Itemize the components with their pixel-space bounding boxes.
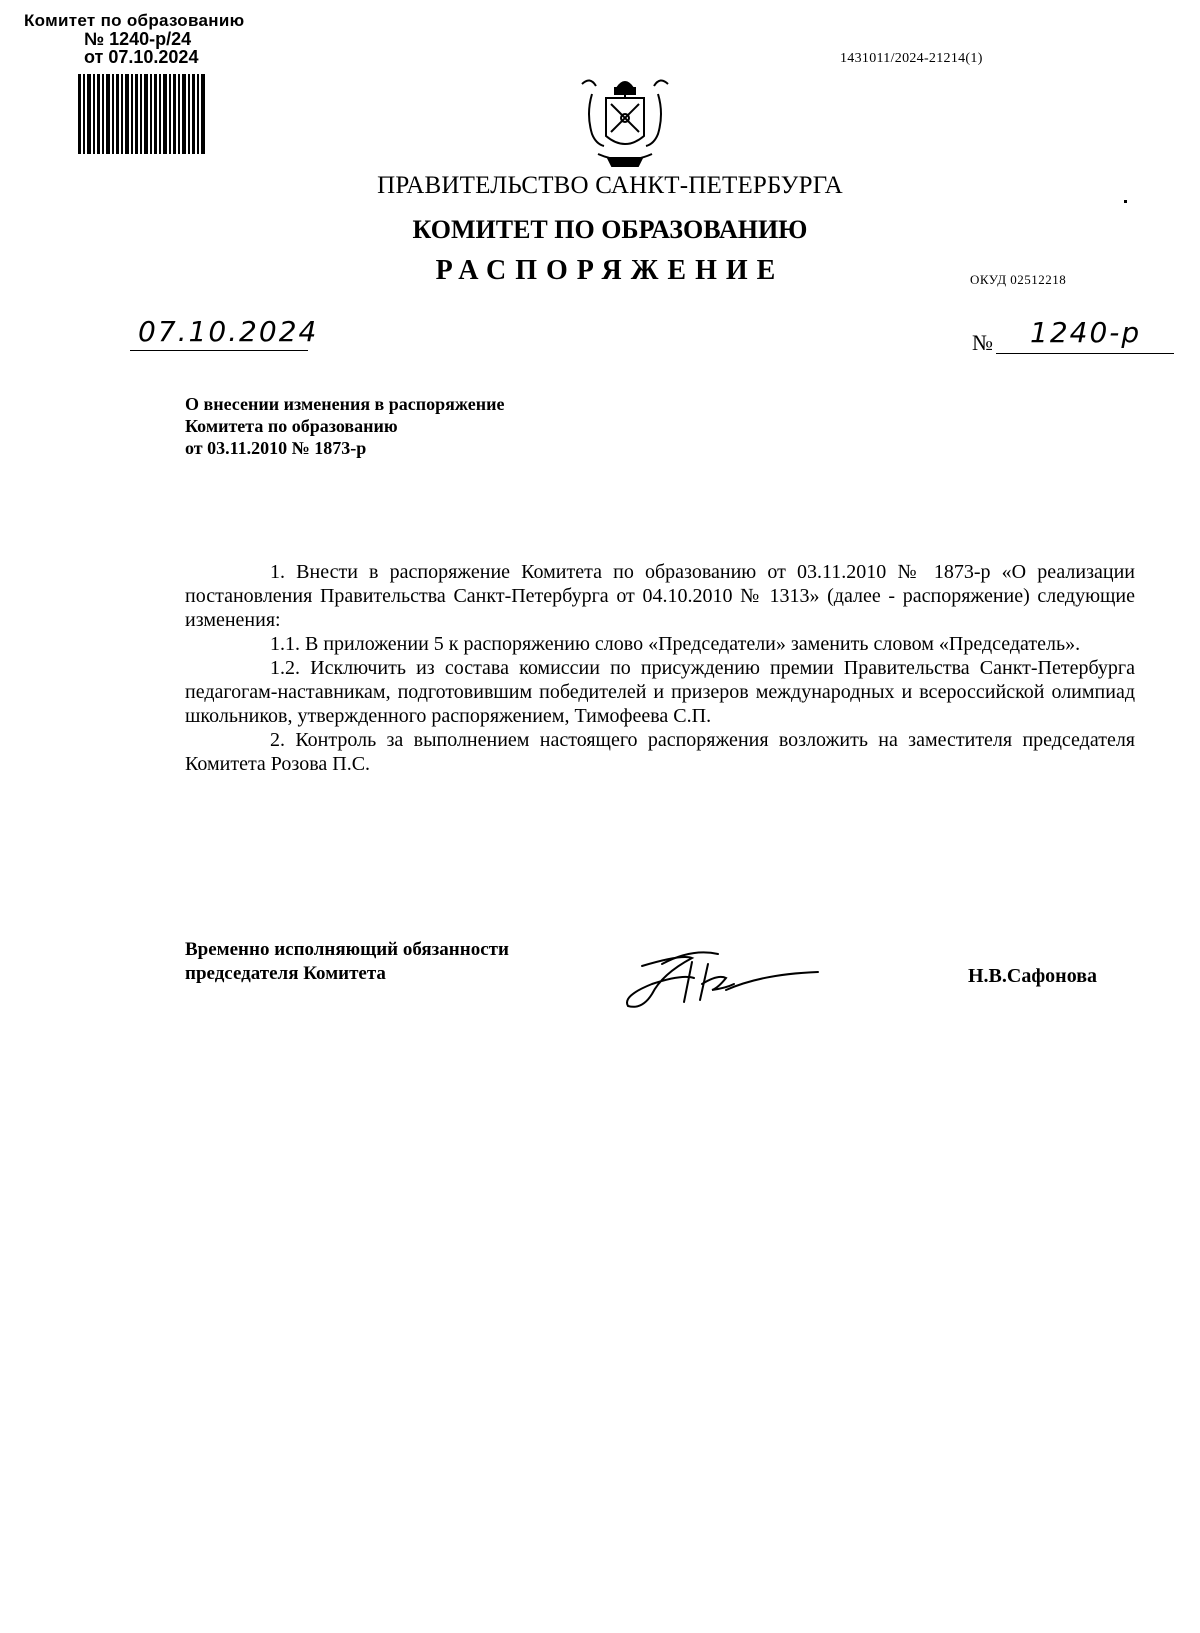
paragraph-1-1: 1.1. В приложении 5 к распоряжению слово «Председатели» заменить словом «Председатель». <box>270 633 1081 655</box>
document-type: РАСПОРЯЖЕНИЕ <box>435 255 785 286</box>
coat-of-arms-icon <box>578 74 672 174</box>
registration-stamp <box>24 12 274 66</box>
stamp-org: Комитет по образованию <box>24 11 245 30</box>
number-label: № <box>972 330 993 355</box>
paragraph-1-2: 1.2. Исключить из состава комиссии по присуждению премии Правительства Санкт-Петербурга педагогам-наставникам, подготовившим победителей и призеров международных и всероссийской олимпиад школьников, утвержденного распоряжением, Тимофеева С.П. <box>185 657 1135 727</box>
scan-speck <box>1124 200 1127 203</box>
document-subject <box>185 393 504 459</box>
registration-number: 1431011/2024-21214(1) <box>840 51 983 66</box>
handwritten-date: 07.10.2024 <box>138 315 319 348</box>
date-underline <box>130 350 308 351</box>
subject-line: Комитета по образованию <box>185 416 398 436</box>
barcode <box>78 74 206 154</box>
signatory-title-line: Временно исполняющий обязанности <box>185 939 509 960</box>
subject-line: О внесении изменения в распоряжение <box>185 394 505 414</box>
stamp-number: № 1240-р/24 <box>84 29 192 49</box>
signatory-title <box>185 938 509 986</box>
signatory-name: Н.В.Сафонова <box>968 965 1098 987</box>
handwritten-number: 1240-р <box>1030 316 1142 349</box>
government-name: ПРАВИТЕЛЬСТВО САНКТ-ПЕТЕРБУРГА <box>377 172 843 199</box>
stamp-date: от 07.10.2024 <box>84 47 199 67</box>
document-body <box>185 560 1135 776</box>
committee-name: КОМИТЕТ ПО ОБРАЗОВАНИЮ <box>412 215 808 244</box>
number-underline <box>996 353 1174 354</box>
paragraph-2: 2. Контроль за выполнением настоящего распоряжения возложить на заместителя председателя Комитета Розова П.С. <box>185 729 1135 775</box>
paragraph-1: 1. Внести в распоряжение Комитета по образованию от 03.11.2010 № 1873-р «О реализации постановления Правительства Санкт-Петербурга от 04.10.2010 № 1313» (далее - распоряжение) следующие изменения: <box>185 561 1135 631</box>
okud-code: ОКУД 02512218 <box>970 272 1067 287</box>
subject-line: от 03.11.2010 № 1873-р <box>185 438 367 458</box>
signatory-title-line: председателя Комитета <box>185 963 386 984</box>
handwritten-signature <box>622 944 822 1016</box>
